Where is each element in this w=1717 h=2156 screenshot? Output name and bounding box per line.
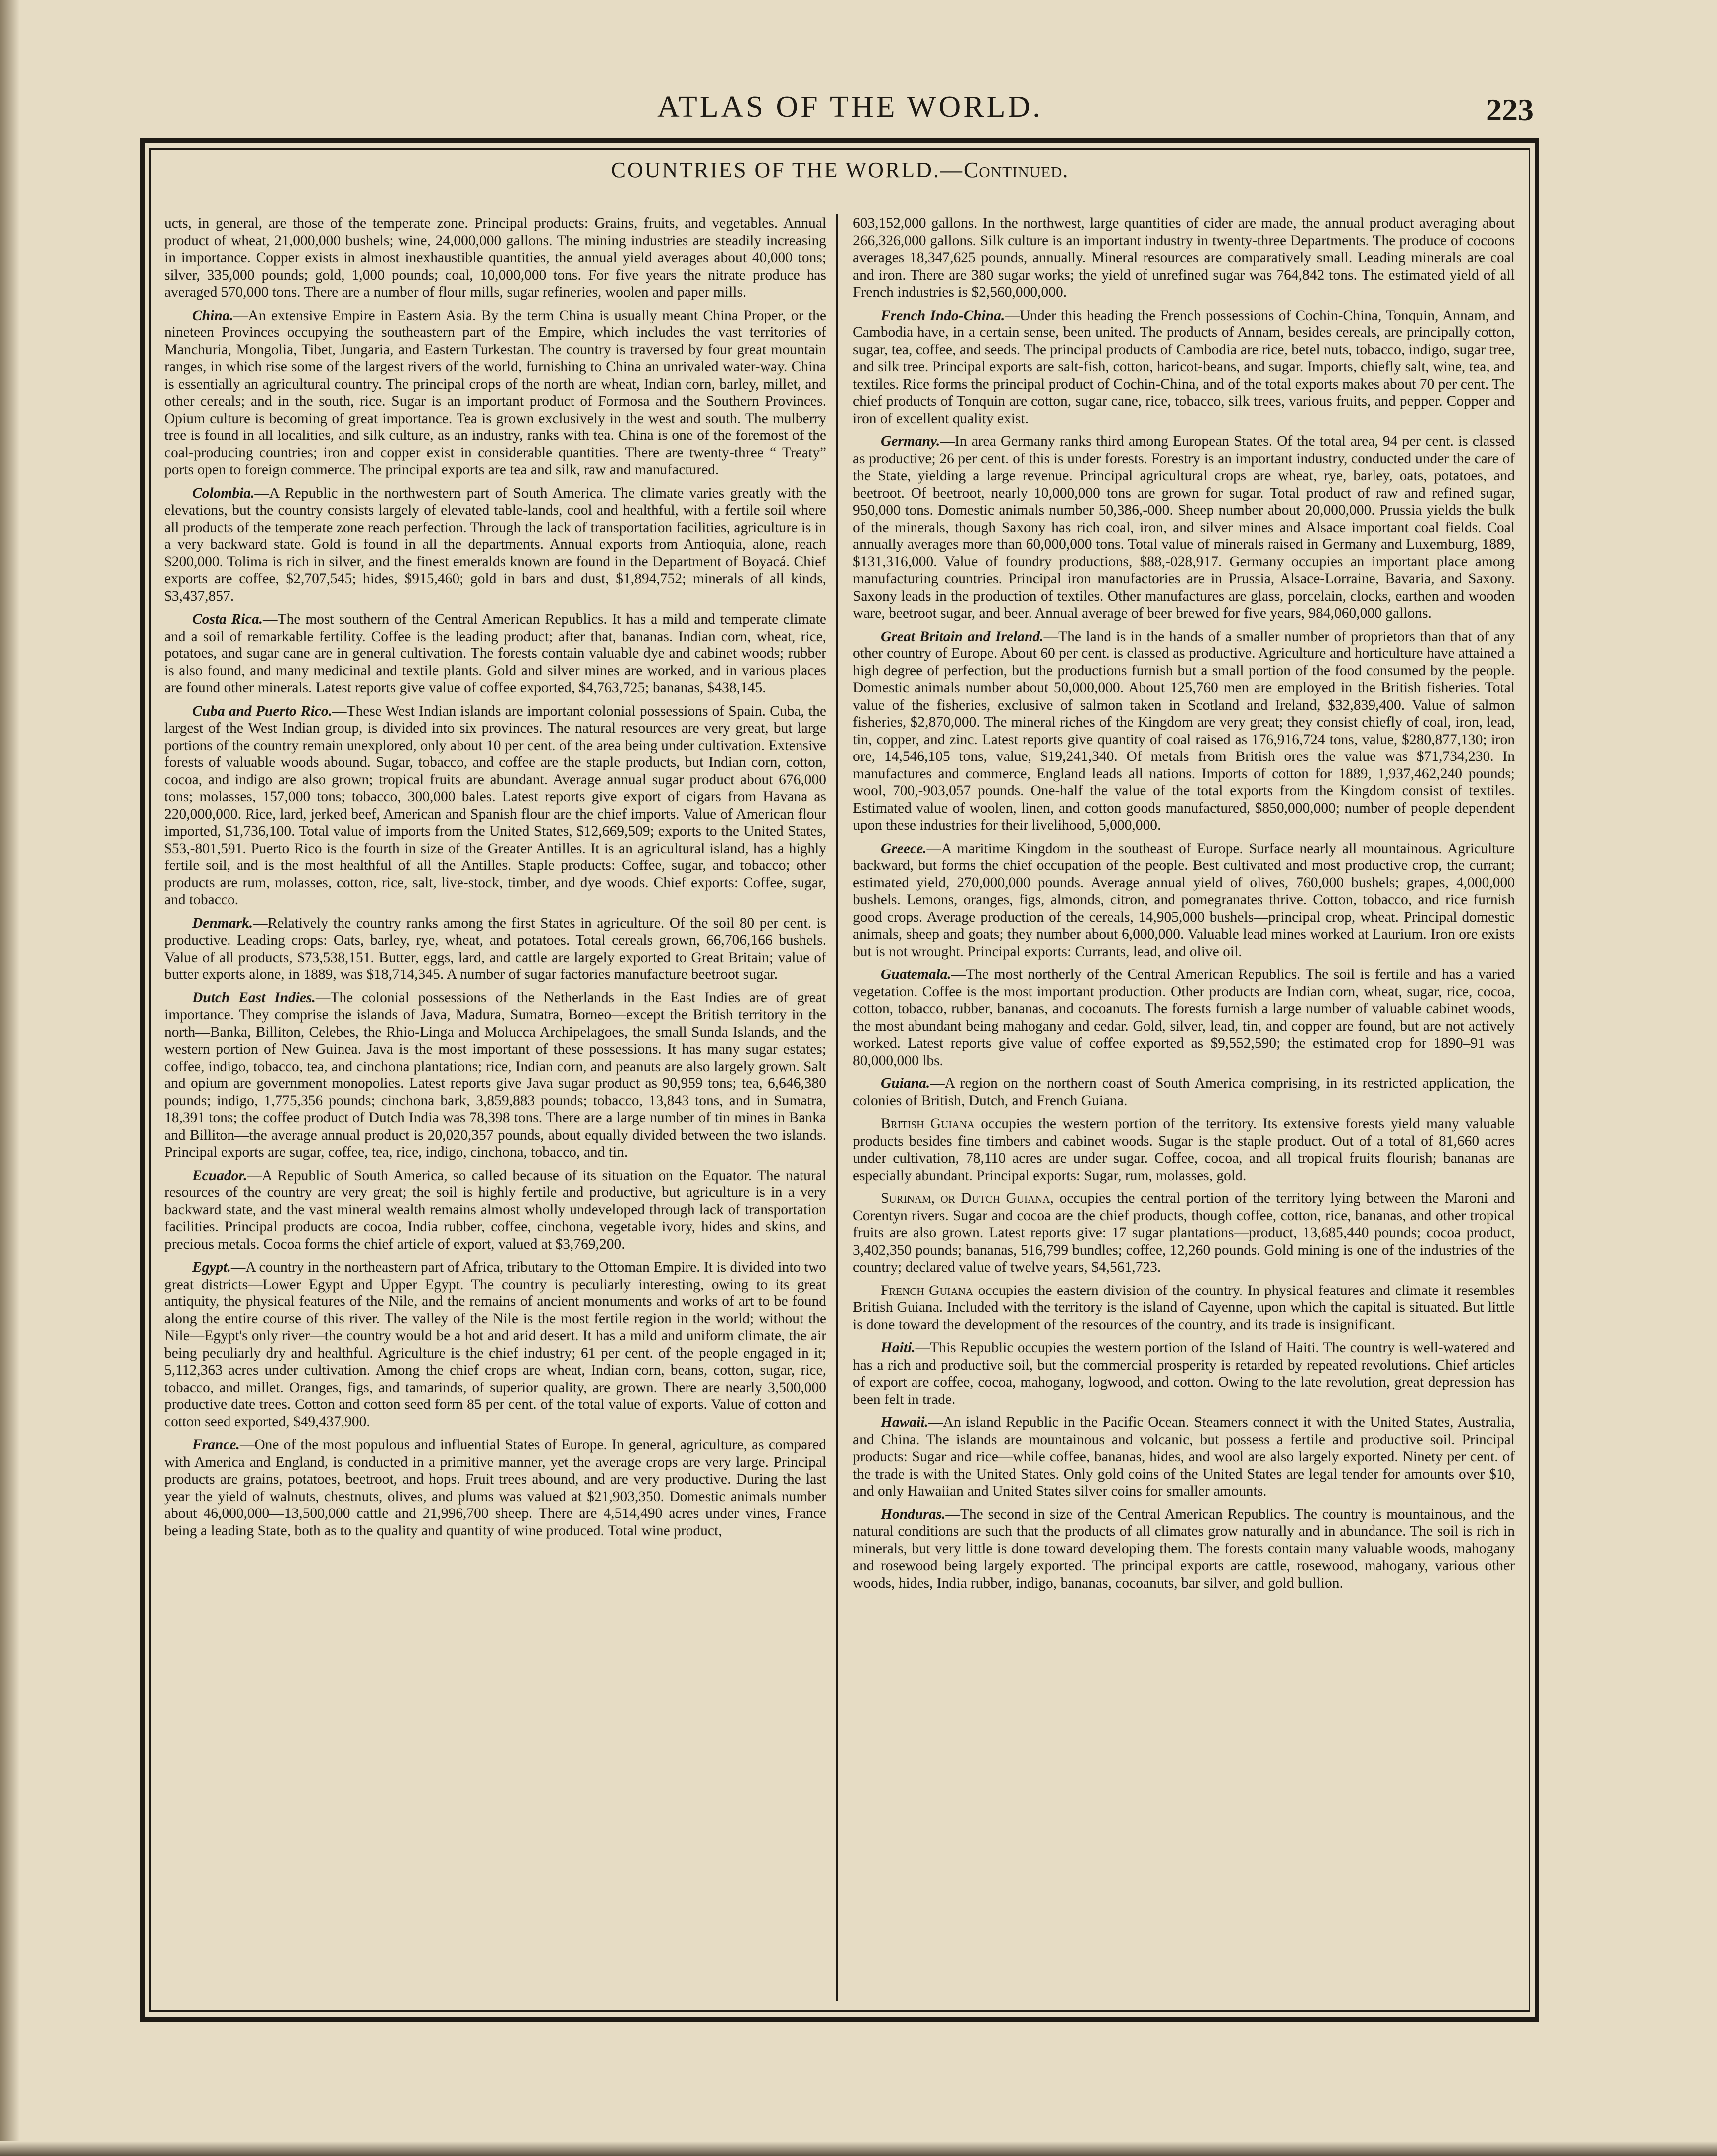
entry-heading: Guatemala. [881,967,951,982]
entry-ecuador [164,1167,826,1253]
column-divider [836,214,838,2001]
continued-paragraph: ucts, in general, are those of the temperate zone. Principal products: Grains, fruits, and vegetables. Annual product of wheat, 21,000,000 bushels; wine, 24,000,000 gallons. The mining industries are steadily increasing in importance. Copper exists in almost inexhaustible quantities, the annual yield averages about 40,000 tons; silver, 335,000 pounds; gold, 1,000 pounds; coal, 10,000,000 tons. For five years the nitrate produce has averaged 570,000 tons. There are a number of flour mills, sugar refineries, woolen and paper mills. [164,216,826,300]
entry-egypt [164,1259,826,1430]
section-title-text: COUNTRIES OF THE WORLD.— [611,158,964,182]
entry-colombia [164,485,826,605]
entry-heading: French Indo-China. [881,307,1005,323]
subentry-text: occupies the eastern division of the country. In physical features and climate it resembles British Guiana. Included with the territory is the island of Cayenne, upon which the capital is situated. But little is done toward the development of the resources of the country, and its trade is insignificant. [853,1282,1515,1333]
entry-heading: Costa Rica. [192,611,263,627]
entry-great-britain-ireland [853,628,1515,834]
entry-text: —A Republic in the northwestern part of South America. The climate varies greatly with the elevations, but the country consists largely of elevated table-lands, cool and healthful, with a fertile soil where all products of the temperate zone reach perfection. Through the lack of transportation facilities, agriculture is in a very backward state. Gold is found in all the departments. Annual exports from Antioquia, alone, reach $200,000. Tolima is rich in silver, and the finest emeralds known are found in the Department of Boyacá. Chief exports are coffee, $2,707,545; hides, $915,460; gold in bars and dust, $1,894,752; minerals of all kinds, $3,437,857. [164,485,826,604]
entry-heading: Hawaii. [881,1414,928,1430]
subentry-heading: Surinam, or Dutch Guiana [881,1190,1050,1206]
right-column [853,215,1515,1598]
entry-heading: Honduras. [881,1506,946,1522]
subentry-text: occupies the western portion of the territory. Its extensive forests yield many valuable products besides fine timbers and cabinet woods. Sugar is the staple product. Out of a total of 81,660 acres under cultivation, 78,110 acres are under sugar. Coffee, cocoa, and all tropical fruits flourish; bananas are especially abundant. Principal exports: Sugar, rum, molasses, gold. [853,1116,1515,1184]
running-head: ATLAS OF THE WORLD. [657,90,1043,124]
section-title-continued: Continued. [963,158,1069,182]
entry-heading: Guiana. [881,1076,930,1091]
entry-heading: Ecuador. [192,1167,247,1184]
entry-text: —The most northerly of the Central American Republics. The soil is fertile and has a varied vegetation. Coffee is the most important production. Other products are Indian corn, wheat, sugar, rice, cocoa, cotton, tobacco, rubber, bananas, and cocoanuts. The forests furnish a large number of valuable cabinet woods, the most abundant being mahogany and cedar. Gold, silver, lead, tin, and copper are found, but are not actively worked. Latest reports give value of coffee exported as $9,552,590; the estimated crop for 1890–91 was 80,000,000 lbs. [853,967,1515,1069]
entry-haiti [853,1339,1515,1408]
left-column [164,215,826,1545]
entry-text: —A Republic of South America, so called because of its situation on the Equator. The natural resources of the country are very great; the soil is highly fertile and productive, but agriculture is in a very backward state, and the vast mineral wealth remains almost wholly undeveloped through lack of transportation facilities. Principal products are cocoa, India rubber, coffee, cinchona, vegetable ivory, hides and skins, and precious metals. Cocoa forms the chief article of export, valued at $3,769,200. [164,1167,826,1252]
entry-greece [853,840,1515,961]
entry-text: —This Republic occupies the western portion of the Island of Haiti. The country is well-watered and has a rich and productive soil, but the commercial prosperity is retarded by repeated revolutions. Chief articles of export are coffee, cocoa, mahogany, logwood, and cotton. Owing to the late revolution, great depression has been felt in trade. [853,1340,1515,1407]
entry-heading: Dutch East Indies. [192,989,316,1006]
section-title [149,157,1530,183]
entry-text: —A region on the northern coast of South America comprising, in its restricted application, the colonies of British, Dutch, and French Guiana. [853,1076,1515,1109]
entry-costa-rica [164,611,826,697]
entry-cuba-puerto-rico [164,703,826,909]
entry-text: —The most southern of the Central American Republics. It has a mild and temperate climate and a soil of remarkable fertility. Coffee is the leading product; after that, bananas. Indian corn, wheat, rice, potatoes, and sugar cane are in general cultivation. The forests contain valuable dye and cabinet woods; rubber is also found, and many medicinal and textile plants. Gold and silver mines are worked, and in various places are found other minerals. Latest reports give value of coffee exported, $4,763,725; bananas, $438,145. [164,611,826,696]
subentry-french-guiana [853,1282,1515,1334]
entry-text: —The land is in the hands of a smaller number of proprietors than that of any other country of Europe. About 60 per cent. is classed as productive. Agriculture and horticulture have attained a high degree of perfection, but the productions furnish but a small portion of the food consumed by the people. Domestic animals number about 50,000,000. About 125,760 men are employed in the British fisheries. Total value of the fisheries, exclusive of salmon taken in Scotland and Ireland, $32,839,400. Value of salmon fisheries, $2,870,000. The mineral riches of the Kingdom are very great; they consist chiefly of coal, iron, lead, tin, copper, and zinc. Latest reports give quantity of coal raised as 176,916,724 tons, value, $280,877,130; iron ore, 14,546,105 tons, value, $19,241,340. Of metals from British ores the value was $71,734,230. In manufactures and commerce, England leads all nations. Imports of cotton for 1889, 1,937,462,240 pounds; wool, 700,-903,057 pounds. One-half the value of the total exports from the Kingdom consist of textiles. Estimated value of woolen, linen, and cotton goods manufactured, $850,000,000; number of people dependent upon these industries for their livelihood, 5,000,000. [853,628,1515,833]
entry-text: —These West Indian islands are important colonial possessions of Spain. Cuba, the largest of the West Indian group, is divided into six provinces. The natural resources are very great, but large portions of the country remain unexplored, only about 10 per cent. of the area being under cultivation. Extensive forests of valuable woods abound. Sugar, tobacco, and coffee are the staple products, but Indian corn, cotton, cocoa, and indigo are also grown; tropical fruits are abundant. Average annual sugar product about 676,000 tons; molasses, 157,000 tons; tobacco, 300,000 bales. Latest reports give export of cigars from Havana as 220,000,000. Rice, lard, jerked beef, American and Spanish flour are the chief imports. Value of American flour imported, $1,736,100. Total value of imports from the United States, $12,669,509; exports to the United States, $53,-801,591. Puerto Rico is the fourth in size of the Greater Antilles. It is an agricultural island, has a highly fertile soil, and is the most healthful of all the Antilles. Staple products: Coffee, sugar, and tobacco; other products are rum, molasses, cotton, rice, salt, live-stock, timber, and dye woods. Chief exports: Coffee, sugar, and tobacco. [164,703,826,908]
entry-heading: Denmark. [192,915,253,931]
entry-hawaii [853,1414,1515,1500]
entry-heading: Cuba and Puerto Rico. [192,703,333,719]
entry-guiana [853,1075,1515,1109]
page-bottom-shadow [0,2141,1717,2156]
entry-text: —A country in the northeastern part of Africa, tributary to the Ottoman Empire. It is divided into two great districts—Lower Egypt and Upper Egypt. The country is peculiarly interesting, owing to its great antiquity, the physical features of the Nile, and the remains of ancient monuments and works of art to be found along the entire course of this river. The valley of the Nile is the most fertile region in the world; without the Nile—Egypt's only river—the country would be a hot and arid desert. It has a mild and uniform climate, the air being peculiarly dry and healthful. Agriculture is the chief industry; 61 per cent. of the people engaged in it; 5,112,363 acres under cultivation. Among the chief crops are wheat, Indian corn, beans, cotton, sugar, rice, tobacco, and millet. Oranges, figs, and tamarinds, of superior quality, are grown. There are nearly 3,500,000 productive date trees. Cotton and cotton seed form 85 per cent. of the total value of exports. Value of cotton and cotton seed exported, $49,437,900. [164,1259,826,1430]
entry-france [164,1436,826,1539]
entry-heading: Egypt. [192,1259,231,1275]
entry-guatemala [853,966,1515,1069]
subentry-dutch-guiana [853,1190,1515,1276]
entry-text: —One of the most populous and influential States of Europe. In general, agriculture, as compared with America and England, is conducted in a primitive manner, yet the average crops are very large. Principal products are grains, potatoes, beetroot, and hops. Fruit trees abound, and are very productive. During the last year the yield of walnuts, chestnuts, olives, and plums was valued at $21,903,350. Domestic animals number about 46,000,000—13,500,000 cattle and 21,996,700 sheep. There are 4,514,490 acres under vines, France being a leading State, both as to the quality and quantity of wine produced. Total wine product, [164,1437,826,1539]
entry-text: —The second in size of the Central American Republics. The country is mountainous, and the natural conditions are such that the products of all climates grow naturally and in abundance. The soil is rich in minerals, but very little is done toward developing them. The forests contain many valuable woods, mahogany and rosewood being largely exported. The principal exports are cattle, rosewood, mahogany, various other woods, hides, India rubber, indigo, bananas, cocoanuts, bar silver, and gold bullion. [853,1506,1515,1591]
entry-heading: France. [192,1437,240,1453]
continued-paragraph: 603,152,000 gallons. In the northwest, large quantities of cider are made, the annual product averaging about 266,326,000 gallons. Silk culture is an important industry in twenty-three Departments. The produce of cocoons averages 18,347,625 pounds, annually. Mineral resources are comparatively small. Leading minerals are coal and iron. There are 380 sugar works; the yield of unrefined sugar was 764,842 tons. The estimated yield of all French industries is $2,560,000,000. [853,216,1515,300]
entry-china [164,307,826,479]
subentry-british-guiana [853,1115,1515,1184]
entry-french-indo-china [853,307,1515,428]
page-binding-shadow [0,0,20,2156]
entry-heading: China. [192,307,233,323]
entry-dutch-east-indies [164,989,826,1161]
subentry-heading: British Guiana [881,1116,975,1132]
entry-text: —A maritime Kingdom in the southeast of Europe. Surface nearly all mountainous. Agriculture backward, but forms the chief occupation of the people. Best cultivated and most productive crop, the currant; estimated yield, 270,000,000 pounds. Average annual yield of olives, 760,000 bushels; grapes, 4,000,000 bushels. Lemons, oranges, figs, almonds, citron, and pomegranates thrive. Cotton, tobacco, and rice furnish good crops. Average production of the cereals, 14,905,000 bushels—principal crop, wheat. Principal domestic animals, sheep and goats; they number about 6,000,000. Valuable lead mines worked at Laurium. Iron ore exists but is not wrought. Principal exports: Currants, lead, and olive oil. [853,840,1515,960]
subentry-heading: French Guiana [881,1282,974,1298]
entry-text: —An extensive Empire in Eastern Asia. By the term China is usually meant China Proper, or the nineteen Provinces occupying the southeastern part of the Empire, which includes the vast territories of Manchuria, Mongolia, Tibet, Jungaria, and Eastern Turkestan. The country is traversed by four great mountain ranges, in which rise some of the largest rivers of the world, furnishing to China an unrivaled water-way. China is essentially an agricultural country. The principal crops of the north are wheat, Indian corn, barley, millet, and other cereals; and in the south, rice. Sugar is an important product of Formosa and the Southern Provinces. Opium culture is becoming of great importance. Tea is grown exclusively in the west and south. The mulberry tree is found in all localities, and silk culture, as an industry, ranks with tea. China is one of the foremost of the coal-producing countries; iron and copper exist in considerable quantities. There are twenty-three “ Treaty” ports open to foreign commerce. The principal exports are tea and silk, raw and manufactured. [164,307,826,478]
entry-honduras [853,1506,1515,1592]
entry-text: —An island Republic in the Pacific Ocean. Steamers connect it with the United States, Australia, and China. The islands are mountainous and volcanic, but possess a fertile and productive soil. Principal products: Sugar and rice—while coffee, bananas, hides, and wool are also largely exported. Ninety per cent. of the trade is with the United States. Only gold coins of the United States are legal tender for amounts over $10, and only Hawaiian and United States silver coins for smaller amounts. [853,1414,1515,1499]
entry-heading: Germany. [881,433,940,449]
entry-heading: Haiti. [881,1340,916,1356]
entry-text: —Relatively the country ranks among the first States in agriculture. Of the soil 80 per cent. is productive. Leading crops: Oats, barley, rye, wheat, and potatoes. Total cereals grown, 66,706,166 bushels. Value of all products, $73,538,151. Butter, eggs, lard, and cattle are largely exported to Great Britain; value of butter exports alone, in 1889, was $18,714,345. A number of sugar factories manufacture beetroot sugar. [164,915,826,982]
entry-heading: Colombia. [192,485,255,501]
entry-heading: Greece. [881,840,927,857]
entry-germany [853,433,1515,622]
entry-denmark [164,915,826,983]
entry-heading: Great Britain and Ireland. [881,628,1044,645]
subentry-text: , occupies the central portion of the territory lying between the Maroni and Corentyn rivers. Sugar and cocoa are the chief products, though coffee, cotton, rice, bananas, and other tropical fruits are also grown. Latest reports give: 17 sugar plantations—product, 13,685,440 pounds; cocoa product, 3,402,350 pounds; bananas, 516,799 bundles; coffee, 12,260 pounds. Gold mining is one of the industries of the country; declared value of twelve years, $4,561,723. [853,1190,1515,1275]
entry-text: —In area Germany ranks third among European States. Of the total area, 94 per cent. is classed as productive; 26 per cent. of this is under forests. Forestry is an important industry, conducted under the care of the State, yielding a large revenue. Principal agricultural crops are wheat, rye, barley, oats, potatoes, and beetroot. Of beetroot, nearly 10,000,000 tons are grown for sugar. Total product of raw and refined sugar, 950,000 tons. Domestic animals number 50,386,-000. Sheep number about 20,000,000. Prussia yields the bulk of the minerals, though Saxony has rich coal, iron, and silver mines and Alsace important coal fields. Coal annually averages more than 60,000,000 tons. Total value of minerals raised in Germany and Luxemburg, 1889, $131,316,000. Value of foundry productions, $88,-028,917. Germany occupies an important place among manufacturing countries. Principal iron manufactories are in Prussia, Alsace-Lorraine, Bavaria, and Saxony. Saxony leads in the production of textiles. Other manufactures are glass, porcelain, clocks, earthen and wooden ware, beetroot sugar, and beer. Annual average of beer brewed for five years, 984,060,000 gallons. [853,433,1515,621]
page-number: 223 [1486,92,1534,127]
entry-text: —Under this heading the French possessions of Cochin-China, Tonquin, Annam, and Cambodia have, in a certain sense, been united. The products of Annam, besides cereals, are principally cotton, sugar, tea, coffee, and seeds. The principal products of Cambodia are rice, betel nuts, tobacco, indigo, sugar tree, and silk tree. Principal exports are salt-fish, cotton, haricot-beans, and sugar. Imports, chiefly salt, wine, tea, and textiles. Rice forms the principal product of Cochin-China, and of the total exports makes about 70 per cent. The chief products of Tonquin are cotton, sugar cane, rice, tobacco, silk trees, various fruits, and pepper. Copper and iron of excellent quality exist. [853,307,1515,427]
entry-text: —The colonial possessions of the Netherlands in the East Indies are of great importance. They comprise the islands of Java, Madura, Sumatra, Borneo—except the British territory in the north—Banka, Billiton, Celebes, the Rhio-Linga and Molucca Archipelagoes, the small Sunda Islands, and the western portion of New Guinea. Java is the most important of these possessions. It has many sugar estates; coffee, indigo, tobacco, tea, and cinchona plantations; rice, Indian corn, and peanuts are also largely grown. Salt and opium are government monopolies. Latest reports give Java sugar product as 90,959 tons; tea, 6,646,380 pounds; indigo, 1,775,356 pounds; cinchona bark, 3,859,883 pounds; tobacco, 13,843 tons, and in Sumatra, 18,391 tons; the coffee product of Dutch India was 78,398 tons. There are a large number of tin mines in Banka and Billiton—the average annual product is 20,020,357 pounds, about equally divided between the two islands. Principal exports are sugar, coffee, tea, rice, indigo, cinchona, tobacco, and tin. [164,989,826,1160]
